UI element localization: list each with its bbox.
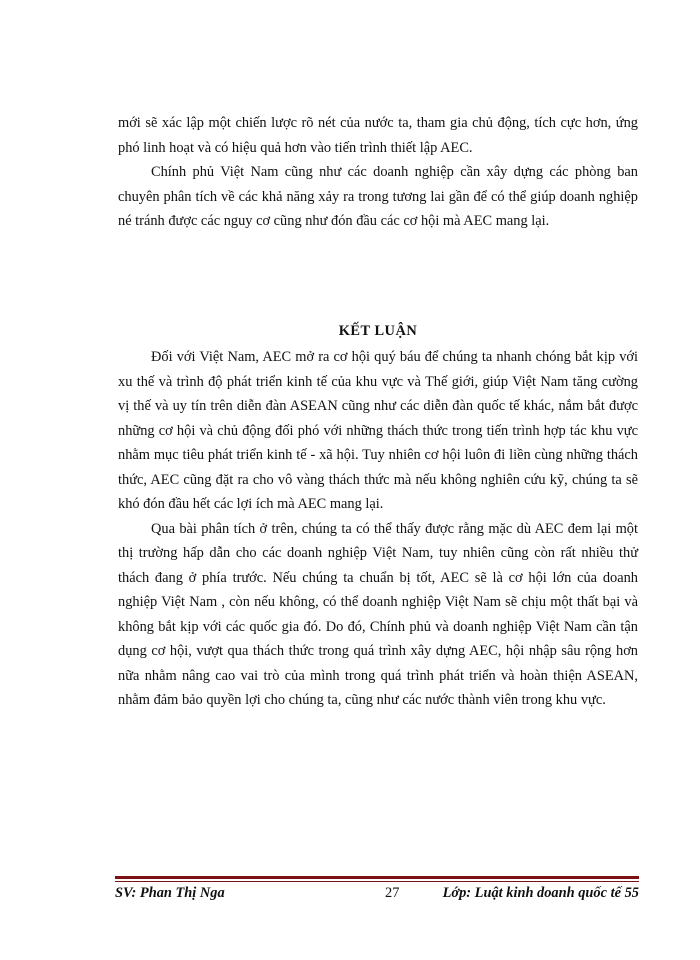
- page-footer: [115, 885, 639, 907]
- paragraph-recommendation: Chính phủ Việt Nam cũng như các doanh nghiệp cần xây dựng các phòng ban chuyên phân tích về các khả năng xảy ra trong tương lai gần để có thể giúp doanh nghiệp né tránh được các nguy cơ cũng như đón đầu các cơ hội mà AEC mang lại.: [118, 164, 638, 229]
- footer-rule-thick: [115, 876, 639, 879]
- footer-student-name: SV: Phan Thị Nga: [115, 885, 225, 901]
- paragraph-conclusion-2: Qua bài phân tích ở trên, chúng ta có thể thấy được rằng mặc dù AEC đem lại một thị trường hấp dẫn cho các doanh nghiệp Việt Nam, tuy nhiên cũng còn rất nhiều thử thách đang ở phía trước. Nếu chúng ta chuẩn bị tốt, AEC sẽ là cơ hội lớn của doanh nghiệp Việt Nam , còn nếu không, có thể doanh nghiệp Việt Nam sẽ chịu một thất bại và không bắt kịp với các quốc gia đó. Do đó, Chính phủ và doanh nghiệp Việt Nam cần tận dụng cơ hội, vượt qua thách thức trong quá trình xây dựng AEC, hội nhập sâu rộng hơn nữa nhằm nâng cao vai trò của mình trong quá trình phát triển và hoàn thiện ASEAN, nhằm đảm bảo quyền lợi cho chúng ta, cũng như các nước thành viên trong khu vực.: [118, 520, 638, 708]
- continuation-section: [118, 111, 638, 234]
- footer-class-name: Lớp: Luật kinh doanh quốc tế 55: [442, 885, 639, 901]
- section-heading-conclusion: KẾT LUẬN: [338, 323, 418, 339]
- conclusion-section: [118, 345, 638, 713]
- footer-rule-thin: [115, 881, 639, 882]
- footer-page-number: 27: [385, 885, 400, 901]
- paragraph-continuation: mới sẽ xác lập một chiến lược rõ nét của nước ta, tham gia chủ động, tích cực hơn, ứng phó linh hoạt và có hiệu quả hơn vào tiến trình thiết lập AEC.: [118, 115, 638, 156]
- paragraph-conclusion-1: Đối với Việt Nam, AEC mở ra cơ hội quý báu để chúng ta nhanh chóng bắt kịp với xu thế và trình độ phát triển kinh tế của khu vực và Thế giới, giúp Việt Nam tăng cường vị thế và uy tín trên diễn đàn ASEAN cũng như các diễn đàn quốc tế khác, nắm bắt được những cơ hội và chủ động đối phó với những thách thức trong tiến trình hợp tác khu vực nhằm mục tiêu phát triển kinh tế - xã hội. Tuy nhiên cơ hội luôn đi liền cùng những thách thức, AEC cũng đặt ra cho vô vàng thách thức mà nếu không nghiên cứu kỹ, chúng ta sẽ khó đón đầu hết các lợi ích mà AEC mang lại.: [118, 349, 638, 512]
